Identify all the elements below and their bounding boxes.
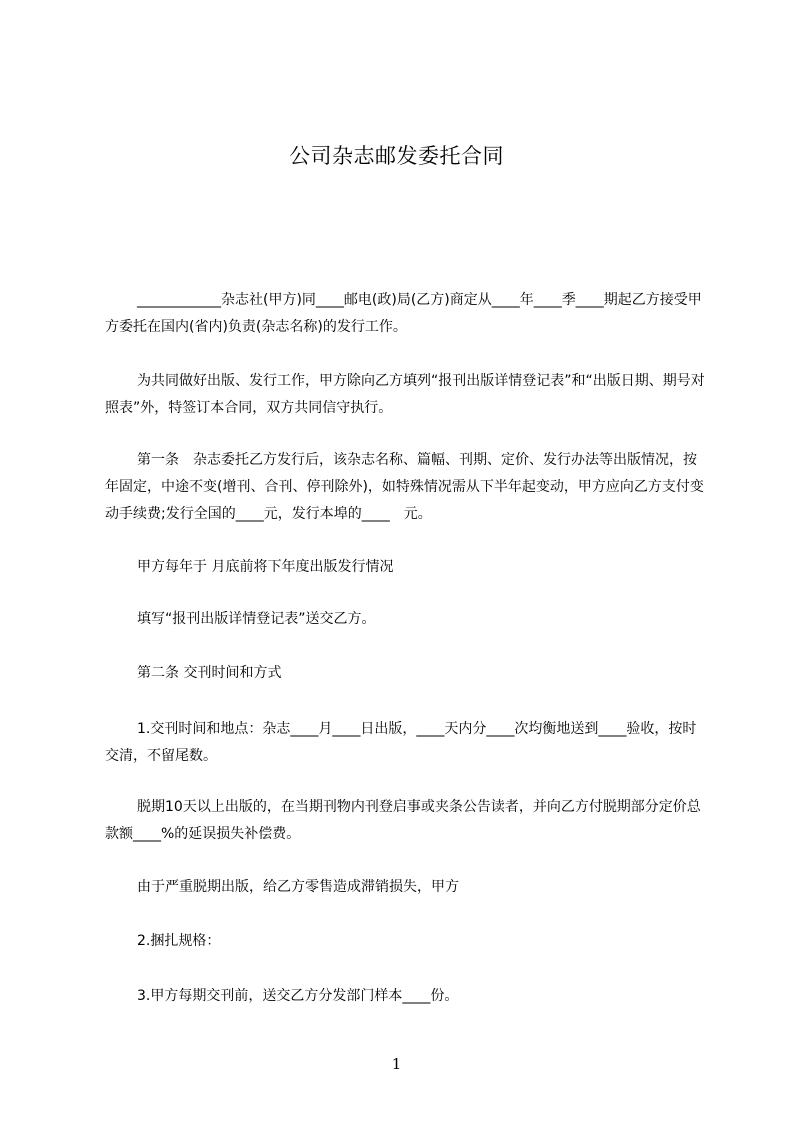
paragraph-delivery-time [105, 716, 705, 770]
paragraph-text: 第二条 交刊时间和方式 [137, 665, 282, 681]
paragraph-text: 甲方每年于 月底前将下年度出版发行情况 [137, 559, 394, 575]
paragraph-text: ____________杂志社(甲方)同____邮电(政)局(乙方)商定从____年____季____期起乙方接受甲方委托在国内(省内)负责(杂志名称)的发行工作。 [105, 292, 702, 335]
paragraph-9 [105, 874, 705, 901]
paragraph-1 [105, 287, 705, 341]
paragraph-5 [105, 606, 705, 633]
paragraph-samples [105, 983, 705, 1010]
paragraph-delay-compensation [105, 794, 705, 848]
paragraph-text: 为共同做好出版、发行工作，甲方除向乙方填列“报刊出版详情登记表”和“出版日期、期号对照表”外，特签订本合同，双方共同信守执行。 [105, 373, 705, 416]
paragraph-text: 脱期10天以上出版的，在当期刊物内刊登启事或夹条公告读者，并向乙方付脱期部分定价总款额____%的延误损失补偿费。 [105, 799, 701, 842]
page-number: 1 [391, 1055, 402, 1073]
paragraph-text: 2.捆扎规格： [137, 933, 221, 949]
paragraph-text: 填写“报刊出版详情登记表”送交乙方。 [137, 611, 376, 627]
paragraph-text: 3.甲方每期交刊前，送交乙方分发部门样本____份。 [137, 988, 459, 1004]
paragraph-2 [105, 368, 705, 422]
paragraph-text: 由于严重脱期出版，给乙方零售造成滞销损失，甲方 [137, 879, 459, 895]
paragraph-text: 第一条 杂志委托乙方发行后，该杂志名称、篇幅、刊期、定价、发行办法等出版情况，按年固定，中途不变(增刊、合刊、停刊除外)，如特殊情况需从下半年起变动，甲方应向乙方支付变动手续费;发行全国的____元，发行本埠的____ 元。 [105, 452, 704, 522]
paragraph-bundling [105, 928, 705, 955]
article-2-heading [105, 660, 705, 687]
document-title: 公司杂志邮发委托合同 [289, 144, 504, 168]
paragraph-article-1 [105, 447, 705, 528]
paragraph-text: 1.交刊时间和地点：杂志____月____日出版，____天内分____次均衡地送到____验收，按时交清，不留尾数。 [105, 721, 697, 764]
paragraph-4 [105, 554, 705, 581]
